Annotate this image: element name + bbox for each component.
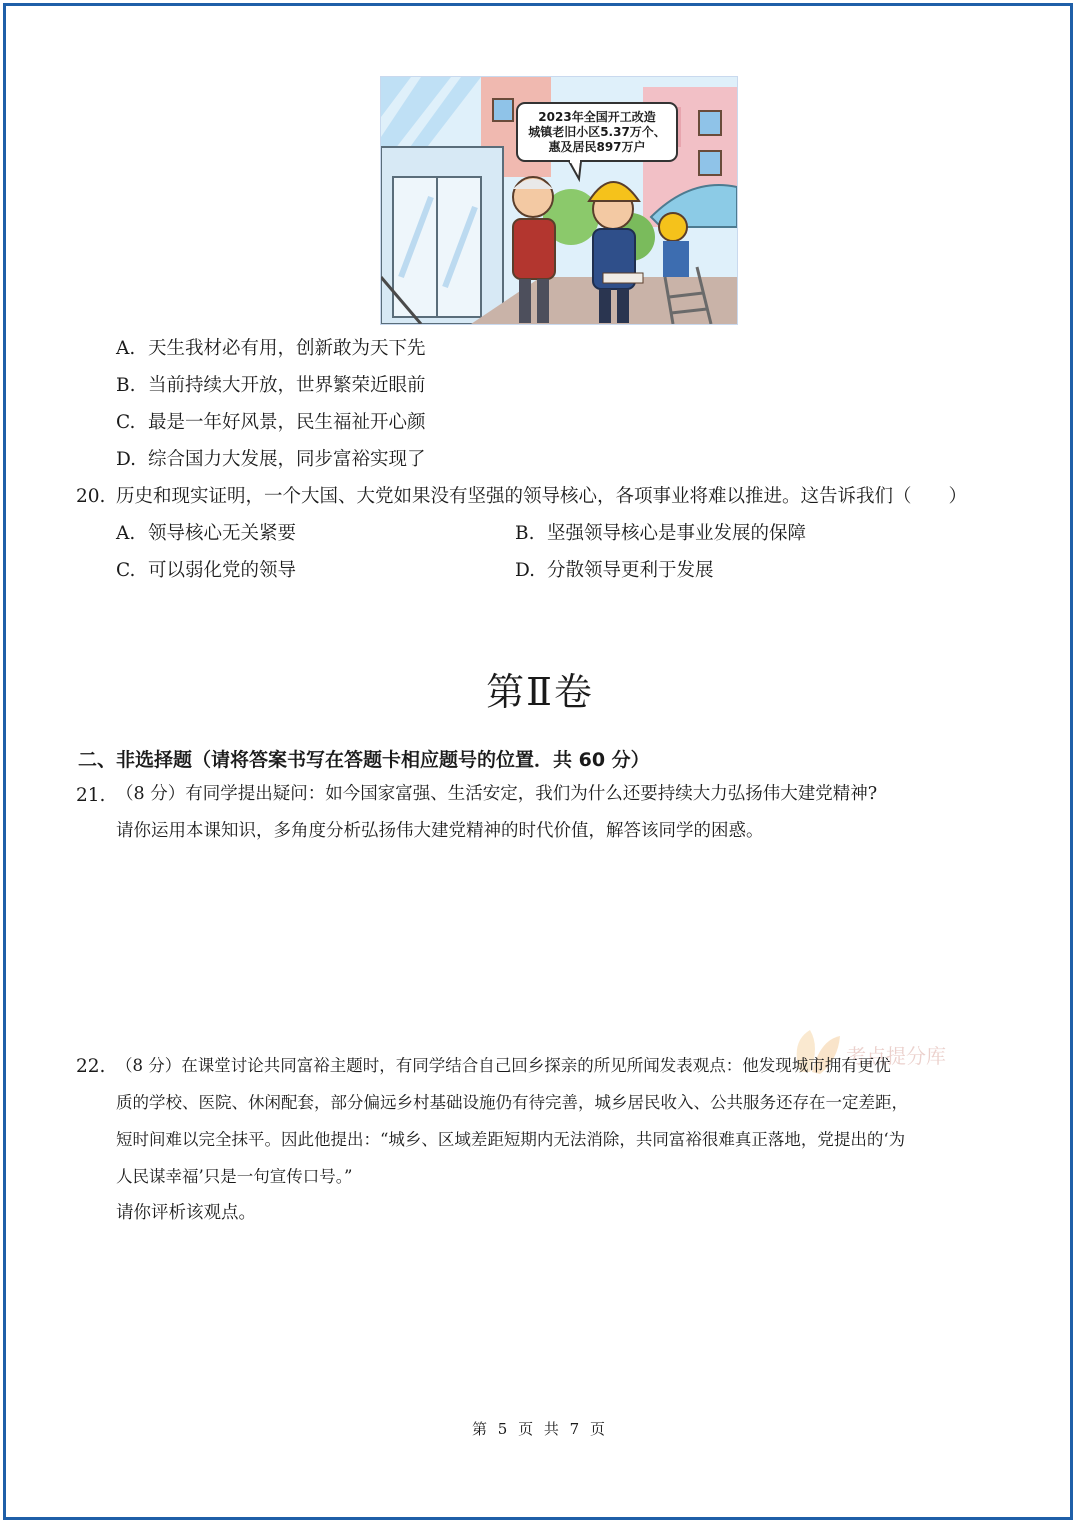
option-text: 当前持续大开放，世界繁荣近眼前 <box>148 375 426 396</box>
bubble-line-3: 惠及居民897万户 <box>548 140 646 154</box>
q20-option-c <box>116 559 296 583</box>
volume-title: 第Ⅱ卷 <box>486 670 594 714</box>
q19-option-a <box>116 337 426 361</box>
section-heading: 二、非选择题（请将答案书写在答题卡相应题号的位置．共 60 分） <box>78 749 650 771</box>
q22-body <box>116 1047 1001 1232</box>
q19-option-c <box>116 411 426 435</box>
page-number-footer: 第 5 页 共 7 页 <box>472 1420 608 1438</box>
q20-stem: 历史和现实证明，一个大国、大党如果没有坚强的领导核心，各项事业将难以推进。这告诉我们（ ） <box>116 486 968 507</box>
option-text: 最是一年好风景，民生福祉开心颜 <box>148 412 426 433</box>
q21-number: 21. <box>76 785 106 806</box>
option-text: 坚强领导核心是事业发展的保障 <box>547 523 807 544</box>
option-key: A. <box>116 523 136 544</box>
q20-option-a <box>116 522 296 546</box>
cartoon-illustration <box>380 76 738 325</box>
option-key: C. <box>116 412 136 433</box>
q22-line-4: 人民谋幸福’只是一句宣传口号。” <box>116 1167 353 1186</box>
q19-option-b <box>116 374 426 398</box>
watermark-text: 考点提分库 <box>846 1044 946 1068</box>
bubble-line-2: 城镇老旧小区5.37万个、 <box>528 125 666 139</box>
q21-line-2: 请你运用本课知识，多角度分析弘扬伟大建党精神的时代价值，解答该同学的困惑。 <box>116 821 764 841</box>
q22-number: 22. <box>76 1056 106 1077</box>
option-text: 天生我材必有用，创新敢为天下先 <box>148 338 426 359</box>
option-key: D. <box>515 560 536 581</box>
q21-line-1: （8 分）有同学提出疑问：如今国家富强、生活安定，我们为什么还要持续大力弘扬伟大建党精神? <box>116 784 878 804</box>
option-text: 分散领导更利于发展 <box>547 560 714 581</box>
q22-line-3: 短时间难以完全抹平。因此他提出：“城乡、区域差距短期内无法消除，共同富裕很难真正落地，党提出的‘为 <box>116 1130 906 1149</box>
option-text: 综合国力大发展，同步富裕实现了 <box>148 449 426 470</box>
bubble-line-1: 2023年全国开工改造 <box>538 110 656 124</box>
q22-line-1: （8 分）在课堂讨论共同富裕主题时，有同学结合自己回乡探亲的所见所闻发表观点：他发现城市拥有更优 <box>116 1056 891 1075</box>
option-text: 领导核心无关紧要 <box>148 523 297 544</box>
option-key: A. <box>116 338 136 359</box>
q22-line-2: 质的学校、医院、休闲配套，部分偏远乡村基础设施仍有待完善，城乡居民收入、公共服务还存在一定差距， <box>116 1093 908 1112</box>
option-key: C. <box>116 560 136 581</box>
q20-option-b <box>515 522 806 546</box>
q22-line-5: 请你评析该观点。 <box>116 1203 256 1223</box>
option-text: 可以弱化党的领导 <box>148 560 297 581</box>
option-key: B. <box>116 375 136 396</box>
q20-option-d <box>515 559 714 583</box>
option-key: B. <box>515 523 535 544</box>
q21-body <box>116 776 1001 850</box>
q20-number: 20. <box>76 486 106 507</box>
q19-option-d <box>116 448 426 472</box>
option-key: D. <box>116 449 137 470</box>
